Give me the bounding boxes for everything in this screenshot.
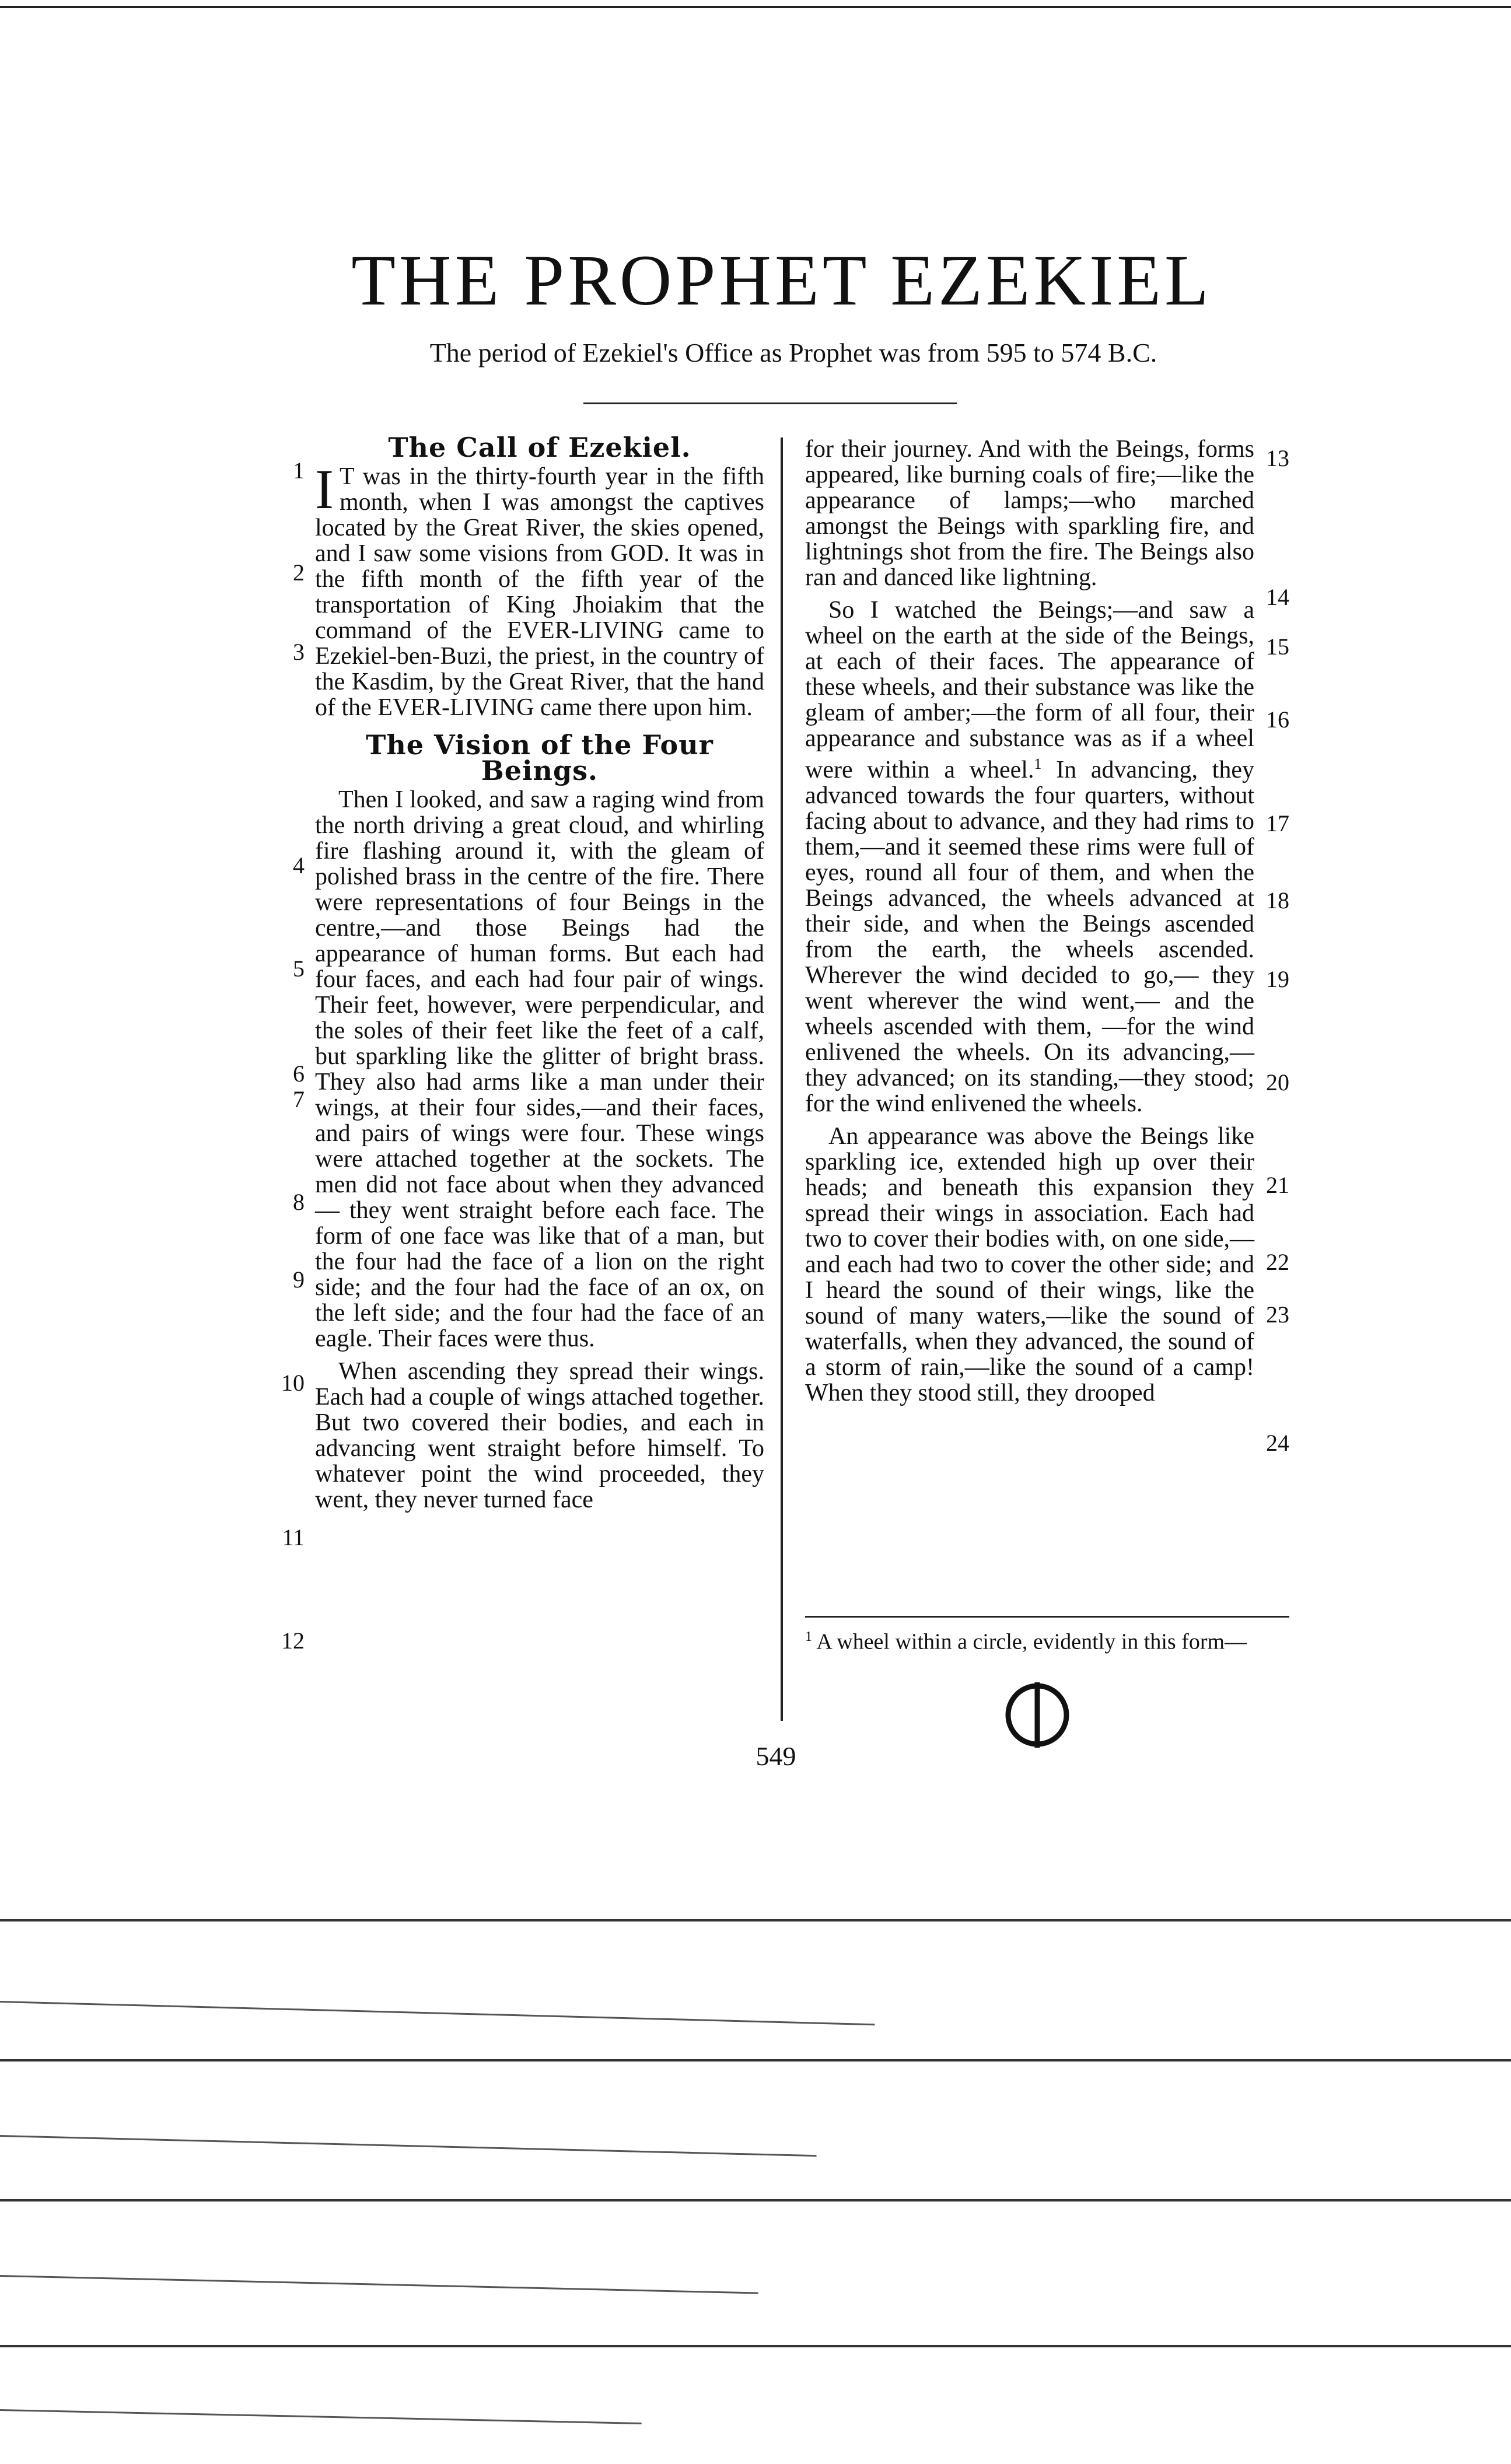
footnote-marker: 1	[1034, 755, 1042, 772]
paragraph-text: T was in the thirty-fourth year in the fifth month, when I was amongst the captives located by the Great River, the skies opened, and I saw some visions from GOD. It was in the fifth month of the fifth year of the transportation of King Jhoiakim that the command of the EVER-LIVING came to Ezekiel-ben-Buzi, the priest, in the country of the Kasdim, by the Great River, that the hand of the EVER-LIVING came there upon him.	[315, 463, 764, 721]
verse-number: 3	[293, 639, 305, 665]
verse-number: 9	[293, 1266, 305, 1293]
title-divider	[583, 402, 957, 404]
verse-number: 17	[1266, 810, 1289, 836]
paragraph-text: In advancing, they advanced towards the four quarters, without facing about to advance, and they had rims to them,—and it seemed these rims were full of eyes, round all four of them, and when the Beings advanced, the wheels advanced at their side, and when the Beings ascended from the earth, the wheels ascended. Wherever the wind decided to go,— they went wherever the wind went,— and the wheels ascended with them, —for the wind enlivened the wheels. On its advancing,—they advanced; on its standing,—they stood; for the wind enlivened the wheels.	[805, 757, 1254, 1117]
scan-artifact-line	[0, 2135, 817, 2157]
scan-artifact-line	[0, 2199, 1511, 2202]
section-heading-call: The Call of Ezekiel.	[388, 432, 691, 463]
wheel-within-circle-figure	[1002, 1680, 1072, 1750]
verse-number: 8	[293, 1189, 305, 1215]
scan-artifact-line	[0, 2275, 758, 2294]
scan-artifact-line	[0, 1919, 1511, 1922]
footnote-number: 1	[805, 1629, 812, 1644]
footnote-text: A wheel within a circle, evidently in this form—	[816, 1629, 1247, 1654]
verse-number: 2	[293, 559, 305, 586]
left-column	[315, 432, 764, 1520]
verse-number: 23	[1266, 1301, 1289, 1328]
verse-number: 4	[293, 852, 305, 878]
verse-number: 13	[1266, 445, 1289, 471]
verse-number: 16	[1266, 706, 1289, 733]
section-heading-vision: The Vision of the Four Beings.	[366, 729, 713, 786]
scan-artifact-line	[0, 2345, 1511, 2347]
verse-number: 15	[1266, 634, 1289, 660]
footnote	[805, 1625, 1295, 1654]
paragraph-journey: for their journey. And with the Beings, forms appeared, like burning coals of fire;—like the appearance of lamps;—who marched amongst the Beings with sparkling fire, and lightnings shot from the fire. The Beings also ran and danced like lightning.	[805, 436, 1254, 591]
column-divider	[781, 438, 783, 1721]
paragraph-call	[315, 458, 764, 721]
verse-number: 1	[293, 457, 305, 484]
scan-artifact-line	[0, 2409, 642, 2424]
footnote-divider	[805, 1616, 1289, 1618]
scan-artifact-line	[0, 2001, 875, 2025]
top-edge-rule	[0, 6, 1511, 8]
verse-number: 19	[1266, 966, 1289, 992]
page-number: 549	[756, 1741, 796, 1771]
verse-number: 5	[293, 956, 305, 982]
verse-number: 12	[281, 1628, 305, 1654]
paragraph-vision: Then I looked, and saw a raging wind from the north driving a great cloud, and whirling fire flashing around it, with the gleam of polished brass in the centre of the fire. There were representations of four Beings in the centre,—and those Beings had the appearance of human forms. But each had four faces, and each had four pair of wings. Their feet, however, were perpendicular, and the soles of their feet like the feet of a calf, but sparkling like the glitter of bright brass. They also had arms like a man under their wings, at their four sides,—and their faces, and pairs of wings were four. These wings were attached together at the sockets. The men did not face about when they advanced — they went straight before each face. The form of one face was like that of a man, but the four had the face of a lion on the right side; and the four had the face of an ox, on the left side; and the four had the face of an eagle. Their faces were thus.	[315, 786, 764, 1352]
verse-number: 20	[1266, 1069, 1289, 1096]
verse-number: 6	[293, 1060, 305, 1087]
drop-cap: I	[315, 458, 334, 520]
right-column	[805, 436, 1254, 1413]
verse-number: 21	[1266, 1172, 1289, 1198]
paragraph-ascending: When ascending they spread their wings. Each had a couple of wings attached together. But two covered their bodies, and each in advancing went straight before himself. To whatever point the wind proceeded, they went, they never turned face	[315, 1358, 764, 1513]
paragraph-text: So I watched the Beings;—and saw a wheel on the earth at the side of the Beings, at each of their faces. The appearance of these wheels, and their substance was like the gleam of amber;—the form of all four, their appearance and substance was as if a wheel were within a wheel.	[805, 597, 1254, 783]
paragraph-wheels	[805, 597, 1254, 1116]
verse-number: 14	[1266, 584, 1289, 610]
verse-number: 22	[1266, 1249, 1289, 1275]
verse-number: 18	[1266, 887, 1289, 914]
paragraph-appearance: An appearance was above the Beings like sparkling ice, extended high up over their heads; and beneath this expansion they spread their wings in association. Each had two to cover their bodies with, on one side,—and each had two to cover the other side; and I heard the sound of their wings, like the sound of many waters,—like the sound of waterfalls, when they advanced, the sound of a storm of rain,—like the sound of a camp! When they stood still, they drooped	[805, 1123, 1254, 1406]
verse-number: 10	[281, 1370, 305, 1396]
scan-artifact-line	[0, 2059, 1511, 2062]
verse-number: 7	[293, 1086, 305, 1112]
verse-number: 24	[1266, 1430, 1289, 1456]
page-title: THE PROPHET EZEKIEL	[351, 240, 1212, 320]
page-subtitle: The period of Ezekiel's Office as Prophet was from 595 to 574 B.C.	[429, 338, 1157, 368]
verse-number: 11	[282, 1524, 305, 1550]
